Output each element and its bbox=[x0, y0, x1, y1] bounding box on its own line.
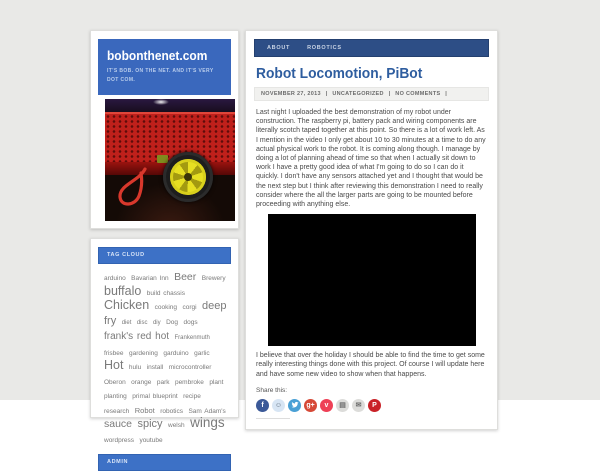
tag-link[interactable]: Chicken bbox=[104, 298, 150, 312]
tag-link[interactable]: diet bbox=[121, 319, 132, 326]
tag-link[interactable]: park bbox=[156, 378, 170, 386]
tag-link[interactable]: plant bbox=[209, 378, 224, 386]
tag-cloud-header: TAG CLOUD bbox=[98, 247, 231, 264]
tag-link[interactable]: install bbox=[146, 364, 164, 371]
share-glyph: ☺ bbox=[274, 401, 283, 409]
site-tagline: IT'S BOB. ON THE NET. AND IT'S VERY DOT COM. bbox=[107, 68, 214, 83]
tag-link[interactable]: recipe bbox=[183, 393, 201, 400]
tag-link[interactable]: Bavarian Inn bbox=[131, 275, 169, 282]
tag-link[interactable]: disc bbox=[136, 319, 148, 326]
tag-link[interactable]: planting bbox=[104, 393, 127, 400]
tag-link[interactable]: Frankenmuth bbox=[174, 335, 210, 341]
tag-link[interactable]: arduino bbox=[104, 275, 126, 282]
share-facebook-button[interactable] bbox=[256, 399, 269, 412]
post-paragraph-2: I believe that over the holiday I should be able to find the time to get some really interesting things done with this project. Of course I will update here and have some new video to show when that happens. bbox=[256, 352, 485, 378]
admin-header: ADMIN bbox=[98, 454, 231, 471]
tag-link[interactable]: Sam Adam's bbox=[188, 407, 226, 415]
post-meta-bar bbox=[254, 87, 489, 101]
nav-item-about[interactable]: ABOUT bbox=[267, 45, 291, 51]
tag-link[interactable]: buffalo bbox=[104, 283, 142, 298]
tag-link[interactable]: microcontroller bbox=[168, 364, 212, 371]
video-embed[interactable] bbox=[268, 214, 476, 346]
twitter-bird-icon bbox=[291, 401, 299, 409]
share-glyph: ✉ bbox=[355, 401, 362, 409]
meta-separator: | bbox=[388, 91, 391, 97]
tag-link[interactable]: youtube bbox=[139, 436, 163, 444]
tag-link[interactable]: Oberon bbox=[104, 378, 126, 386]
tag-link[interactable]: Hot bbox=[104, 358, 124, 372]
tag-link[interactable]: dogs bbox=[183, 318, 198, 326]
top-nav-bar bbox=[254, 39, 489, 57]
tag-link[interactable]: spicy bbox=[137, 418, 163, 430]
share-pocket-button[interactable] bbox=[320, 399, 333, 412]
post-comments-link[interactable]: NO COMMENTS bbox=[395, 91, 441, 97]
share-reddit-button[interactable] bbox=[272, 399, 285, 412]
tag-link[interactable]: sauce bbox=[104, 418, 133, 430]
nav-item-robotics[interactable]: ROBOTICS bbox=[307, 45, 342, 51]
tag-link[interactable]: garlic bbox=[194, 349, 210, 357]
site-title-text: bobonthenet.com bbox=[107, 48, 208, 63]
meta-separator: | bbox=[445, 91, 448, 97]
share-print-button[interactable] bbox=[336, 399, 349, 412]
tag-link[interactable]: diy bbox=[152, 319, 161, 326]
tag-link[interactable]: frisbee bbox=[104, 349, 124, 357]
tag-link[interactable]: wings bbox=[190, 415, 225, 430]
tag-link[interactable]: wordpress bbox=[104, 436, 134, 444]
tag-link[interactable]: gardening bbox=[128, 349, 158, 357]
post-category-link[interactable]: UNCATEGORIZED bbox=[332, 91, 384, 97]
tag-link[interactable]: orange bbox=[131, 378, 152, 386]
share-this-label: Share this: bbox=[256, 386, 288, 394]
sidebar-header-card bbox=[90, 30, 239, 229]
share-pinterest-button[interactable] bbox=[368, 399, 381, 412]
tag-link[interactable]: Dog bbox=[166, 318, 179, 326]
post-title[interactable]: Robot Locomotion, PiBot bbox=[256, 65, 423, 82]
share-buttons-row bbox=[256, 399, 489, 412]
tag-link[interactable]: welsh bbox=[168, 422, 185, 429]
share-glyph: v bbox=[324, 401, 329, 409]
tag-link[interactable]: hulu bbox=[128, 364, 142, 371]
share-glyph: f bbox=[261, 401, 264, 409]
meta-separator: | bbox=[325, 91, 328, 97]
tag-link[interactable]: corgi bbox=[182, 304, 197, 311]
tag-link[interactable]: robotics bbox=[160, 407, 183, 415]
tag-link[interactable]: build chassis bbox=[146, 289, 185, 297]
tag-link[interactable]: deep fry bbox=[104, 300, 227, 327]
tag-link[interactable]: Brewery bbox=[201, 275, 226, 282]
tag-link[interactable]: pembroke bbox=[174, 378, 204, 386]
robot-wheel-axle bbox=[184, 173, 192, 181]
tag-link[interactable]: frank's red hot bbox=[104, 331, 170, 342]
tag-cloud bbox=[98, 264, 231, 450]
sidebar-widgets-card bbox=[90, 238, 239, 465]
tag-link[interactable]: Robot bbox=[134, 405, 155, 415]
tag-link[interactable]: garduino bbox=[163, 349, 189, 357]
post-paragraph-1: Last night I uploaded the best demonstration of my robot under construction. The raspberry pi, battery pack and wiring components are literally scotch taped together at this point. So there is a lot of work left. As I mention in the video I only get about 10 to 30 minutes at a time to do any actual physical work to the robot. It is coming along though. I manage by doing a lot of planning ahead of time so that when I actually sit down to work I have a pretty good idea of what I'm going to do so I can do it quickly. I don't have any sensors attached yet and I thought that would be the next step but I think after reviewing this demonstration I need to really consider where the all the larger parts are going to be mounted before proceeding with anything else. bbox=[256, 109, 486, 209]
site-title-box bbox=[98, 39, 231, 95]
main-content-card bbox=[245, 30, 498, 430]
tag-link[interactable]: research bbox=[104, 407, 130, 415]
share-twitter-button[interactable] bbox=[288, 399, 301, 412]
share-email-button[interactable] bbox=[352, 399, 365, 412]
post-date: NOVEMBER 27, 2013 bbox=[261, 91, 321, 97]
share-glyph: g+ bbox=[306, 401, 315, 409]
tag-link[interactable]: primal blueprint bbox=[132, 393, 178, 400]
share-glyph: P bbox=[372, 401, 377, 409]
like-section-divider bbox=[256, 418, 290, 419]
tag-link[interactable]: cooking bbox=[154, 304, 178, 311]
robot-chassis-photo bbox=[105, 99, 235, 221]
site-title[interactable] bbox=[107, 48, 222, 63]
share-google-plus-button[interactable] bbox=[304, 399, 317, 412]
share-glyph: ▤ bbox=[339, 401, 346, 409]
tag-link[interactable]: Beer bbox=[174, 271, 197, 283]
